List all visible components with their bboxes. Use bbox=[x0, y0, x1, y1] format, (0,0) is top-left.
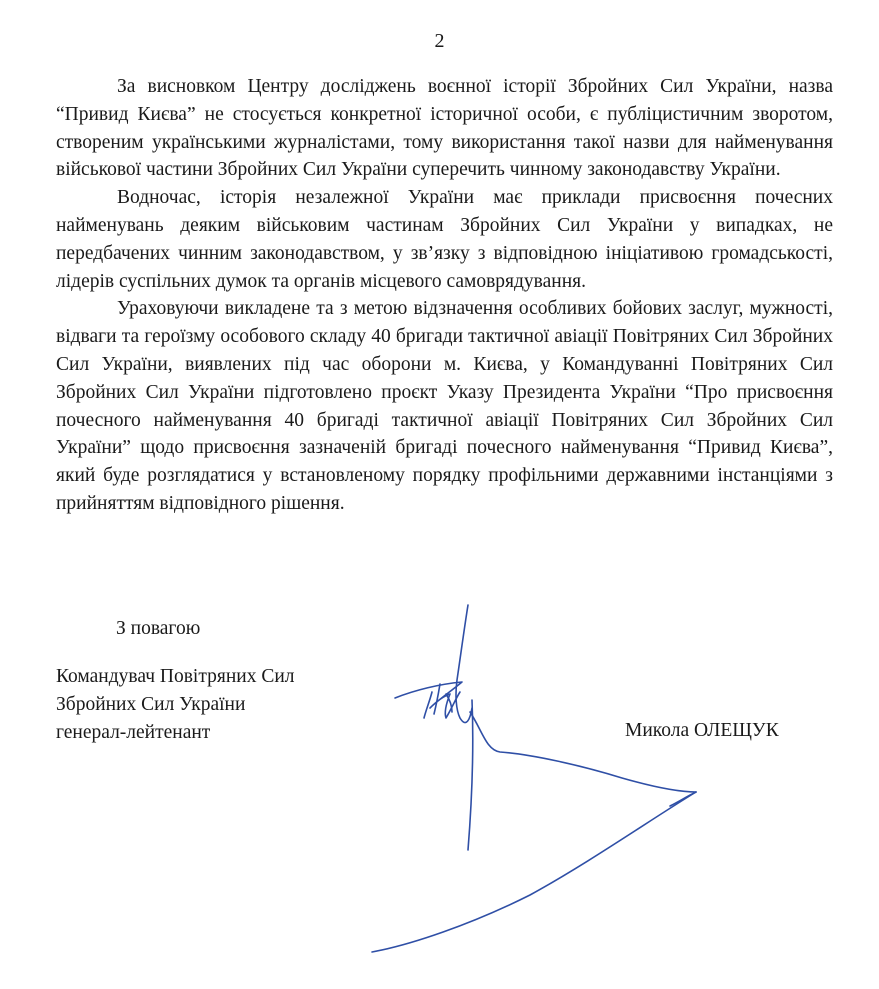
position-line: Командувач Повітряних Сил bbox=[56, 666, 295, 687]
signature-stroke bbox=[456, 605, 472, 723]
signatory-position bbox=[56, 663, 295, 747]
handwritten-signature bbox=[360, 600, 730, 960]
closing-regards: З повагою bbox=[116, 618, 201, 639]
page-number: 2 bbox=[434, 30, 445, 52]
signature-stroke bbox=[372, 792, 696, 952]
position-line: генерал-лейтенант bbox=[56, 722, 211, 743]
signatory-name: Микола ОЛЕЩУК bbox=[625, 720, 779, 741]
letter-body bbox=[56, 73, 833, 518]
signature-stroke bbox=[468, 700, 473, 850]
signature-stroke bbox=[670, 792, 696, 806]
paragraph-history: Водночас, історія незалежної України має приклади присвоєння почесних найменувань деяким військовим частинам Збройних Сил України у випадках, не передбачених чинним законодавством, у зв’язку з відповідною ініціативою громадськості, лідерів суспільних думок та органів місцевого самоврядування. bbox=[56, 187, 833, 292]
signature-stroke bbox=[470, 712, 696, 792]
paragraph-conclusion: За висновком Центру досліджень воєнної історії Збройних Сил України, назва “Привид Києва” не стосується конкретної історичної особи, є публіцистичним зворотом, створеним українськими журналістами, тому використання такої назви для найменування військової частини Збройних Сил України суперечить чинному законодавству України. bbox=[56, 76, 833, 181]
paragraph-decree-project: Ураховуючи викладене та з метою відзначення особливих бойових заслуг, мужності, відваги та героїзму особового складу 40 бригади тактичної авіації Повітряних Сил Збройних Сил України, виявлених під час оборони м. Києва, у Командуванні Повітряних Сил Збройних Сил України підготовлено проєкт Указу Президента України “Про присвоєння почесного найменування 40 бригаді тактичної авіації Повітряних Сил Збройних Сил України” щодо присвоєння зазначеній бригаді почесного найменування “Привид Києва”, який буде розглядатися у встановленому порядку профільними державними інстанціями з прийняттям відповідного рішення. bbox=[56, 298, 833, 514]
position-line: Збройних Сил України bbox=[56, 694, 246, 715]
